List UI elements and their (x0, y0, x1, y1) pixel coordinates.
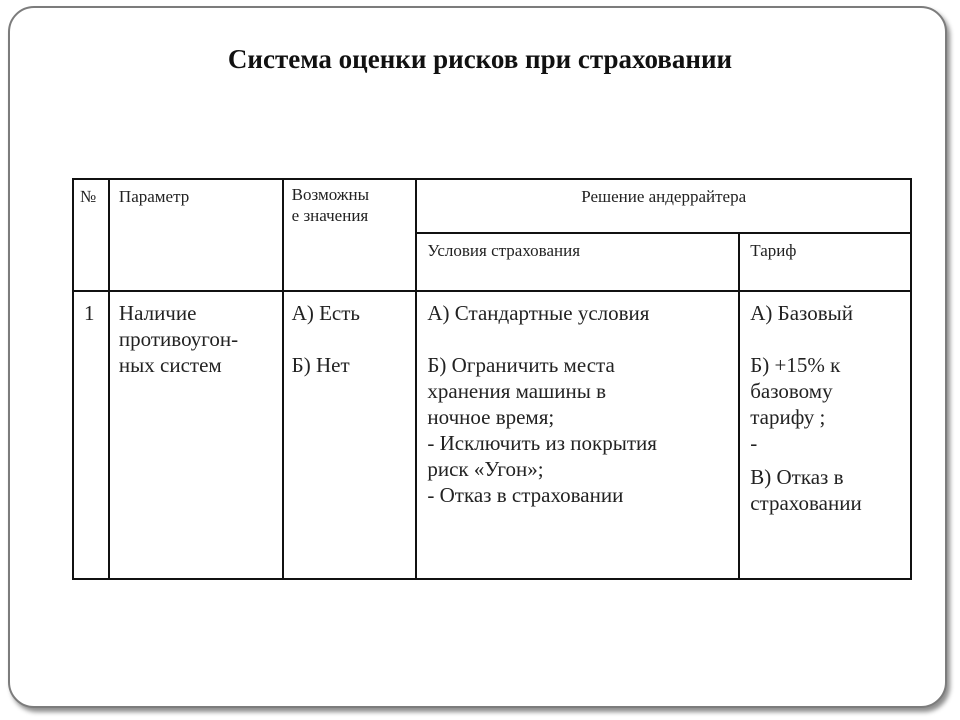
header-insurance-conditions: Условия страхования (416, 233, 739, 291)
header-number: № (73, 179, 109, 291)
tariff-b-line: - (750, 431, 758, 455)
condition-b-line: хранения машины в (427, 379, 607, 403)
condition-b-line: - Отказ в страховании (427, 483, 624, 507)
parameter-line: Наличие (118, 301, 197, 325)
header-parameter: Параметр (109, 179, 283, 291)
slide-title: Система оценки рисков при страховании (227, 44, 733, 74)
spacer (750, 326, 910, 352)
header-possible-values-line1: Возможны (291, 185, 370, 204)
spacer (750, 456, 910, 464)
row-possible-values (283, 291, 417, 579)
condition-b-line: Б) Ограничить места (427, 353, 615, 377)
condition-a: А) Стандартные условия (427, 301, 650, 325)
spacer (427, 326, 738, 352)
spacer (292, 326, 416, 352)
tariff-b-line: базовому (750, 379, 833, 403)
condition-b-line: - Исключить из покрытия (427, 431, 657, 455)
parameter-line: ных систем (118, 353, 222, 377)
tariff-c-line: страховании (750, 491, 862, 515)
row-tariff (739, 291, 911, 579)
condition-b-line: ночное время; (427, 405, 555, 429)
risk-assessment-table (72, 178, 912, 580)
header-possible-values-line2: е значения (291, 206, 369, 225)
header-tariff: Тариф (739, 233, 911, 291)
header-underwriter-decision: Решение андеррайтера (416, 179, 911, 233)
tariff-c-line: В) Отказ в (750, 465, 844, 489)
table-row (73, 291, 911, 579)
condition-b-line: риск «Угон»; (427, 457, 544, 481)
tariff-a: А) Базовый (750, 301, 853, 325)
row-parameter (109, 291, 283, 579)
parameter-line: противоугон- (118, 327, 239, 351)
tariff-b-line: тарифу ; (750, 405, 826, 429)
value-option-b: Б) Нет (291, 353, 350, 377)
tariff-b-line: Б) +15% к (750, 353, 841, 377)
table-header-row (73, 179, 911, 233)
header-possible-values (283, 179, 417, 291)
row-insurance-conditions (416, 291, 739, 579)
row-number: 1 (73, 291, 109, 579)
value-option-a: А) Есть (291, 301, 360, 325)
